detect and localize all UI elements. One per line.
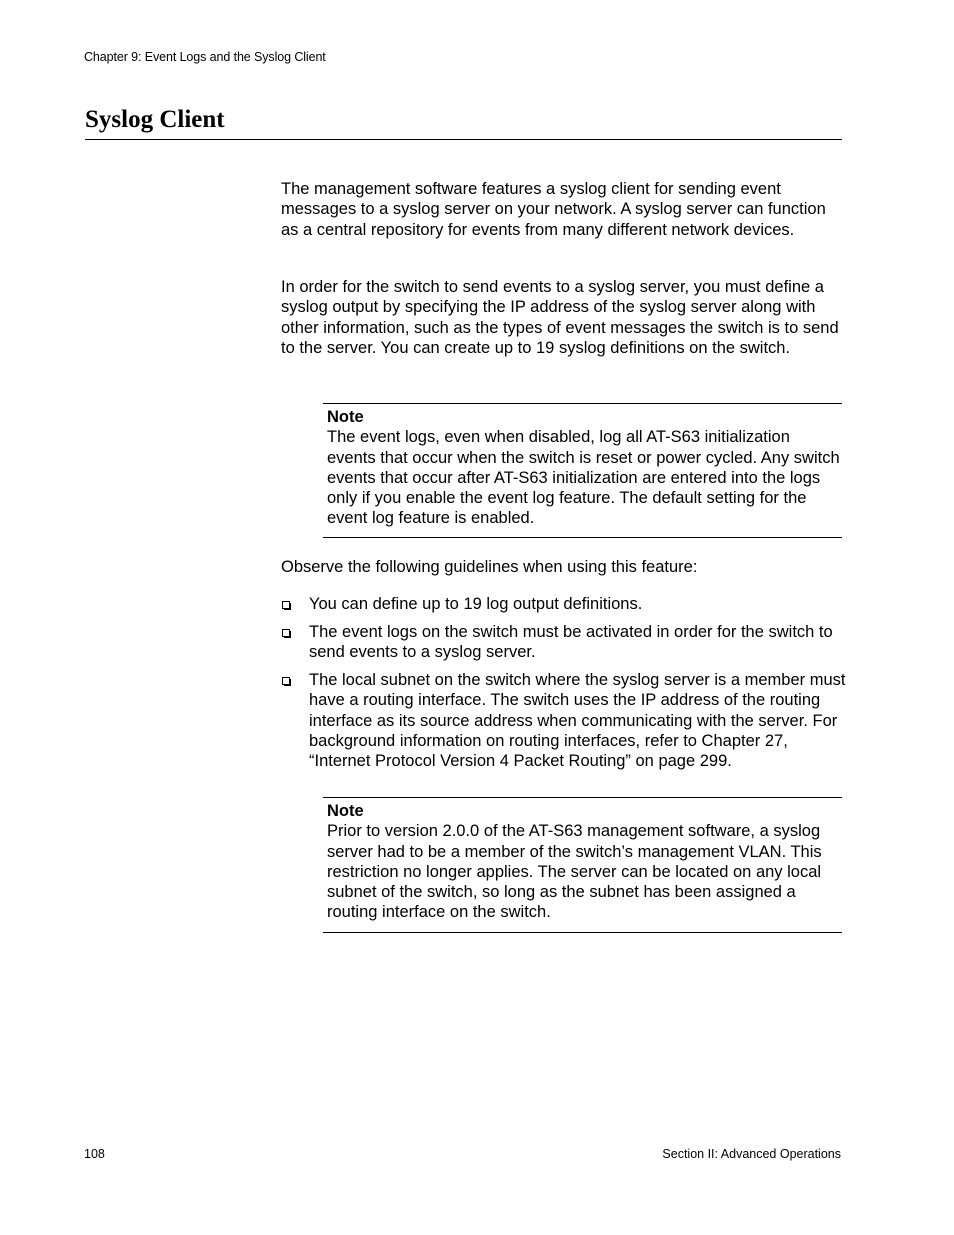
note-text: The event logs, even when disabled, log all AT-S63 initialization events that occur when the switch is reset or power cycled. Any switch events that occur after AT-S63 initialization are entered into the logs only if you enable the event log feature. The default setting for the event log feature is enabled. — [327, 428, 840, 528]
syslog-output-paragraph: In order for the switch to send events to a syslog server, you must define a syslog output by specifying the IP address of the syslog server along with other information, such as the types of event messages the switch is to send to the server. You can create up to 19 syslog definitions on the switch. — [281, 278, 839, 357]
page-number: 108 — [84, 1147, 105, 1161]
note-box-vlan — [323, 797, 842, 933]
title-rule — [85, 139, 842, 140]
list-item-text: You can define up to 19 log output definitions. — [309, 595, 643, 613]
running-header: Chapter 9: Event Logs and the Syslog Client — [84, 50, 326, 64]
guidelines-intro: Observe the following guidelines when using this feature: — [281, 558, 698, 576]
checkbox-bullet-icon — [282, 677, 290, 685]
list-item — [281, 670, 846, 771]
guidelines-list — [281, 594, 846, 779]
note-text: Prior to version 2.0.0 of the AT-S63 management software, a syslog server had to be a member of the switch’s management VLAN. This restriction no longer applies. The server can be located on any local subnet of the switch, so long as the subnet has been assigned a routing interface on the switch. — [327, 822, 822, 922]
list-item — [281, 594, 846, 614]
note-label: Note — [327, 802, 364, 820]
footer-section-name: Section II: Advanced Operations — [662, 1147, 841, 1161]
checkbox-bullet-icon — [282, 629, 290, 637]
list-item — [281, 622, 846, 663]
intro-paragraph: The management software features a syslog client for sending event messages to a syslog server on your network. A syslog server can function as a central repository for events from many different network devices. — [281, 180, 826, 239]
section-title: Syslog Client — [85, 106, 225, 133]
list-item-text: The local subnet on the switch where the syslog server is a member must have a routing interface. The switch uses the IP address of the routing interface as its source address when communicating with the server. For background information on routing interfaces, refer to Chapter 27, “Internet Protocol Version 4 Packet Routing” on page 299. — [309, 671, 846, 771]
note-label: Note — [327, 408, 364, 426]
list-item-text: The event logs on the switch must be activated in order for the switch to send events to a syslog server. — [309, 622, 833, 662]
checkbox-bullet-icon — [282, 601, 290, 609]
note-box-event-logs — [323, 403, 842, 538]
